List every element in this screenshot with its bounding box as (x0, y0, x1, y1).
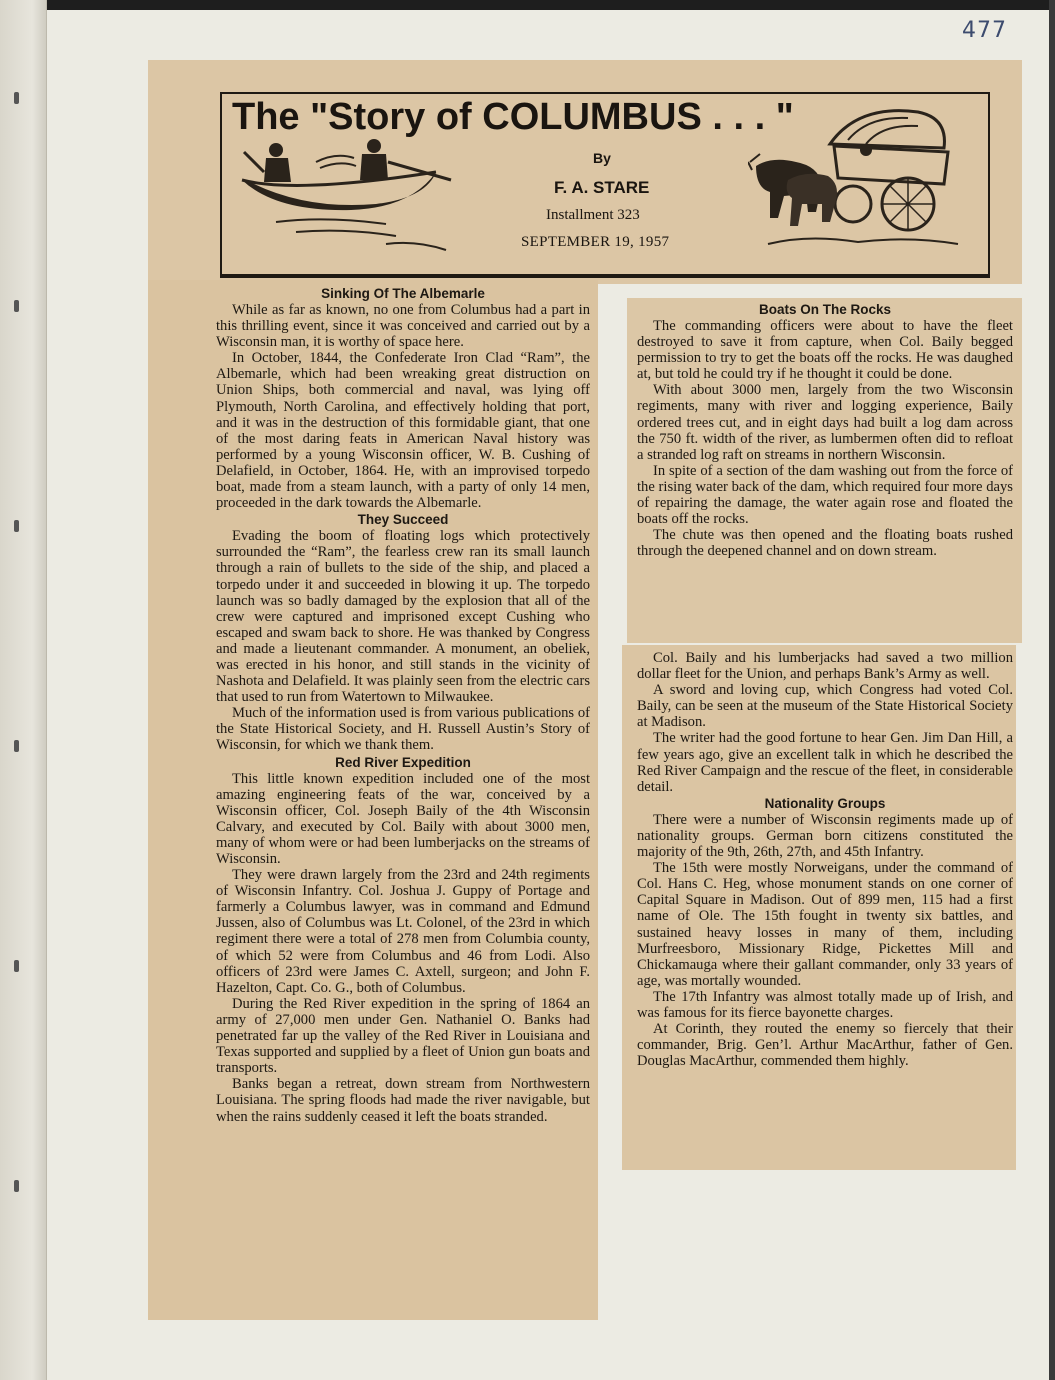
article-paragraph: Banks began a retreat, down stream from Northwestern Louisiana. The spring floods had made the river navigable, but when the rains suddenly ceased it left the boats stranded. (216, 1076, 590, 1125)
article-paragraph: The 17th Infantry was almost totally made up of Irish, and was famous for its fierce bayonette charges. (637, 988, 1013, 1021)
byline-author: F. A. STARE (554, 178, 650, 197)
article-column-right-upper (637, 301, 1013, 559)
article-paragraph: Evading the boom of floating logs which protectively surrounded the “Ram”, the fearless crew ran its small launch through a rain of bullets to the side of the ship, and placed a torpedo under it and succeeded in blowing it up. The torpedo launch was so badly damaged by the explosion that all of the crew were captured and imprisoned except Cushing who escaped and swam back to shore. He was thanked by Congress and made a lieutenant commander. A monument, an obeliek, was erected in his honor, and still stands in the vicinity of Nashota and Delafield. It was plainly seen from the electric cars that used to run from Watertown to Milwaukee. (216, 528, 591, 706)
page-number: 477 (962, 18, 1007, 43)
article-paragraph: The writer had the good fortune to hear Gen. Jim Dan Hill, a few years ago, give an excellent talk in which he described the Red River Campaign and the rescue of the fleet, in considerable detail. (637, 730, 1013, 795)
publication-date: SEPTEMBER 19, 1957 (521, 234, 670, 250)
section-heading: Red River Expedition (335, 754, 471, 770)
section-heading: They Succeed (357, 512, 449, 528)
article-column-left (216, 285, 590, 1125)
binding-hole (14, 300, 19, 312)
article-paragraph: While as far as known, no one from Columbus had a part in this thrilling event, since it was conceived and carried out by a Wisconsin man, it is worthy of space here. (216, 302, 590, 351)
article-paragraph: With about 3000 men, largely from the two Wisconsin regiments, many with river and logging experience, Baily ordered trees cut, and in eight days had built a log dam across the 750 ft. width of the river, as lumbermen often did to refloat a stranded log raft on streams in northern Wisconsin. (637, 382, 1013, 463)
binding-hole (14, 1180, 19, 1192)
article-paragraph: During the Red River expedition in the spring of 1864 an army of 27,000 men under Gen. Nathaniel O. Banks had penetrated far up the valley of the Red River in Louisiana and Texas supported and supplied by a fleet of Union gun boats and transports. (216, 995, 590, 1077)
ox-wagon-illustration (748, 104, 968, 264)
installment-label: Installment 323 (546, 207, 640, 223)
article-paragraph: Much of the information used is from various publications of the State Historical Society, and H. Russell Austin’s Story of Wisconsin, for which we thank them. (216, 705, 590, 754)
article-paragraph: There were a number of Wisconsin regiments made up of nationality groups. German born citizens constituted the majority of the 9th, 26th, 27th, and 45th Infantry. (637, 811, 1013, 861)
canoe-illustration (236, 132, 466, 257)
binding-hole (14, 960, 19, 972)
article-paragraph: A sword and loving cup, which Congress had voted Col. Baily, can be seen at the museum of the State Historical Society at Madison. (637, 682, 1013, 731)
article-paragraph: They were drawn largely from the 23rd and 24th regiments of Wisconsin Infantry. Col. Joshua J. Guppy of Portage and farmerly a Columbus lawyer, was in command and Edmund Jussen, also of Columbus was Lt. Colonel, of the 23rd in which regiment there were a total of 278 men from Columbia county, of which 52 were from Columbus and 46 from Lodi. Also officers of 23rd were James C. Axtell, surgeon; and John F. Hazelton, Capt. Co. G., both of Columbus. (216, 867, 590, 996)
byline-by: By (593, 150, 611, 166)
binding-strip (0, 0, 47, 1380)
section-heading: Nationality Groups (764, 795, 886, 811)
article-paragraph: The 15th were mostly Norweigans, under the command of Col. Hans C. Heg, whose monument stands on one corner of Capital Square in Madison. Out of 899 men, 115 had a first name of Ole. The 15th fought in twenty six battles, and sustained heavy losses in many of them, including Murfreesboro, Missionary Ridge, Pickettes Mill and Chickamauga where their gallant commander, only 33 years of age, was mortally wounded. (637, 860, 1013, 989)
page-right-edge (1049, 0, 1055, 1380)
binding-hole (14, 520, 19, 532)
binding-hole (14, 740, 19, 752)
article-paragraph: In spite of a section of the dam washing out from the force of the rising water back of the dam, which required four more days of repairing the damage, the water again rose and floated the boats off the rocks. (637, 462, 1013, 528)
article-column-right-lower (637, 650, 1013, 1069)
article-paragraph: The commanding officers were about to have the fleet destroyed to save it from capture, when Col. Baily begged permission to try to get the boats off the rocks. He was daughed at, but told he could try if he thought it could be done. (637, 318, 1013, 383)
article-paragraph: At Corinth, they routed the enemy so fiercely that their commander, Brig. Gen’l. Arthur MacArthur, father of Gen. Douglas MacArthur, commended them highly. (637, 1021, 1013, 1070)
page-top-edge (0, 0, 1055, 10)
masthead-rule (220, 276, 990, 278)
page-blank-area-lower (598, 1170, 1022, 1330)
masthead-title: The "Story of COLUMBUS . . . " (232, 96, 794, 138)
article-paragraph: In October, 1844, the Confederate Iron Clad “Ram”, the Albemarle, which had been wreaking great distruction on Union Ships, both commercial and naval, was lying off Plymouth, North Carolina, and effectively holding that port, and it was in the destruction of this formidable giant, that one of the most daring feats in American Naval history was performed by a young Wisconsin officer, W. B. Cushing of Delafield, in October, 1864. He, with an improvised torpedo boat, made from a steam launch, with a party of only 14 men, proceeded in the dark towards the Albemarle. (216, 350, 590, 512)
section-heading: Sinking Of The Albemarle (321, 286, 485, 301)
article-paragraph: This little known expedition included one of the most amazing engineering feats of the war, conceived by a Wisconsin officer, Col. Joseph Baily of the 4th Wisconsin Calvary, and executed by Col. Baily with about 3000 men, many of whom were or had been lumberjacks on the streams of Wisconsin. (216, 770, 590, 867)
article-paragraph: The chute was then opened and the floating boats rushed through the deepened channel and on down stream. (637, 527, 1013, 560)
article-paragraph: Col. Baily and his lumberjacks had saved a two million dollar fleet for the Union, and perhaps Bank’s Army as well. (637, 650, 1013, 683)
section-heading: Boats On The Rocks (758, 302, 892, 317)
binding-hole (14, 92, 19, 104)
